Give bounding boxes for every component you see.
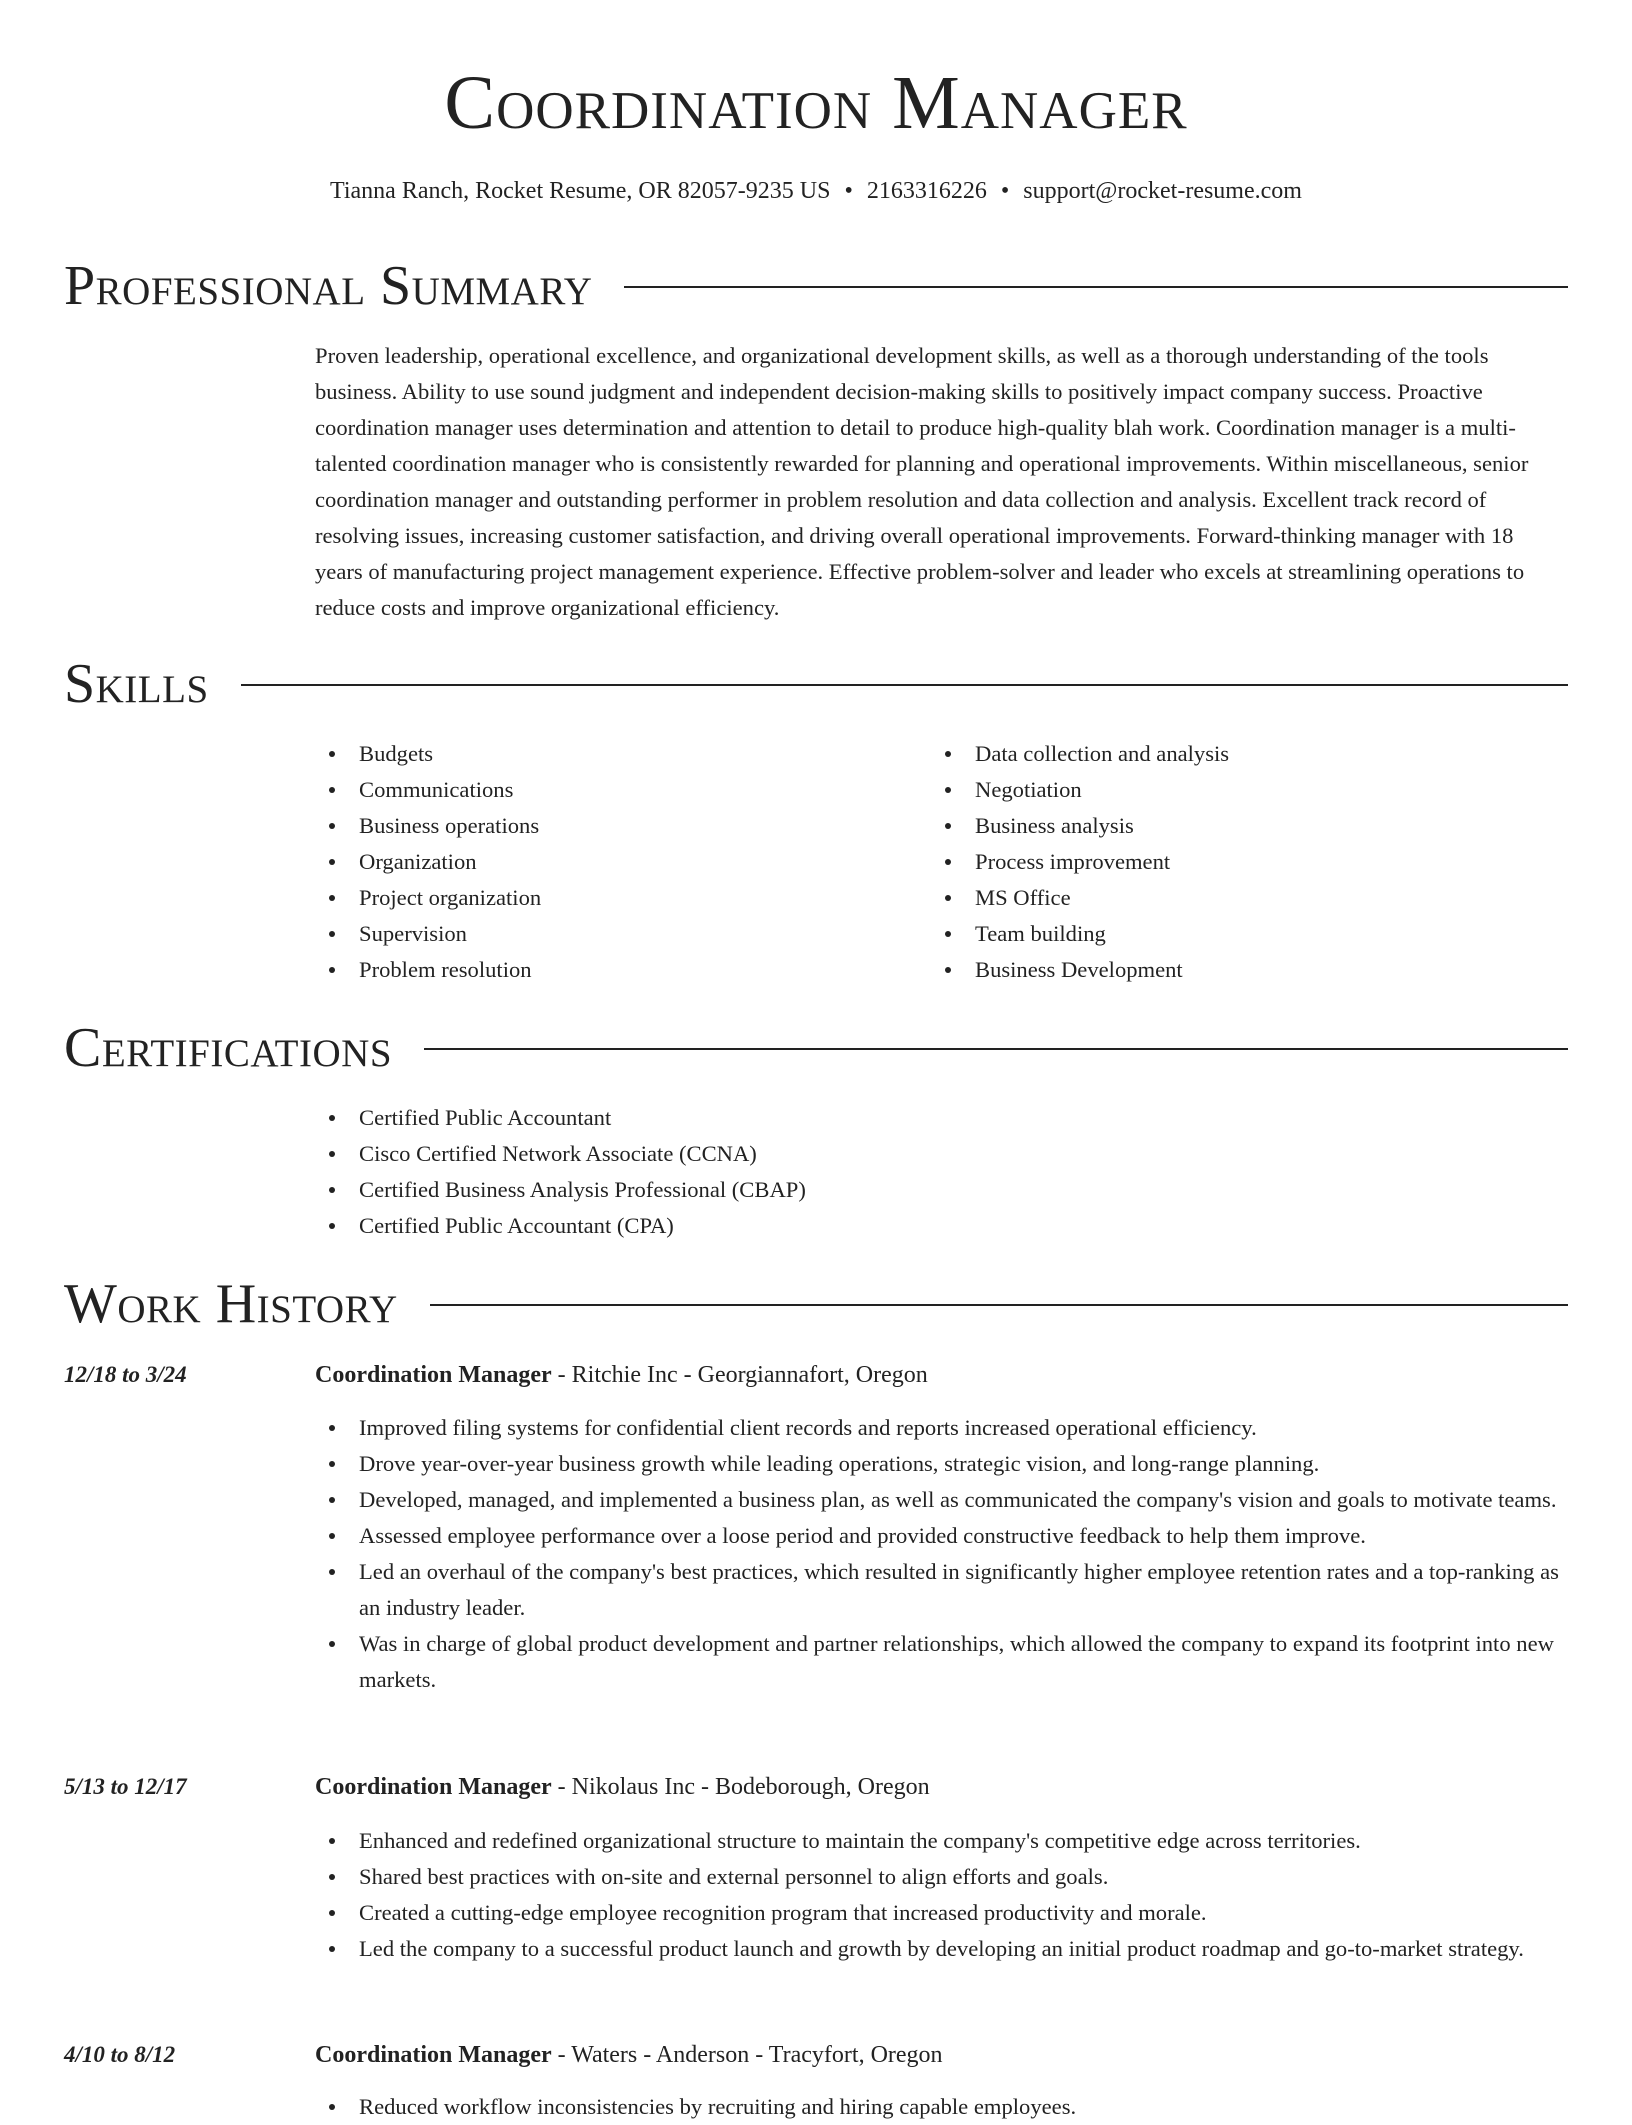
summary-section-header bbox=[64, 254, 1568, 318]
skill-item: Project organization bbox=[315, 880, 541, 916]
skill-item: Business operations bbox=[315, 808, 541, 844]
job-bullet: Enhanced and redefined organizational structure to maintain the company's competitive edge across territories. bbox=[315, 1823, 1565, 1859]
contact-phone: 2163316226 bbox=[866, 178, 987, 204]
resume-title: Coordination Manager bbox=[444, 61, 1188, 145]
job-bullet: Led the company to a successful product launch and growth by developing an initial product roadmap and go-to-market strategy. bbox=[315, 1931, 1565, 1967]
section-divider bbox=[241, 684, 1568, 686]
job-dates: 5/13 to 12/17 bbox=[64, 1774, 187, 1799]
certifications-heading: Certifications bbox=[64, 1017, 393, 1079]
section-divider bbox=[624, 286, 1568, 288]
job-bullet: Created a cutting-edge employee recognition program that increased productivity and morale. bbox=[315, 1895, 1565, 1931]
skill-item: Process improvement bbox=[931, 844, 1229, 880]
job-details: - Nikolaus Inc - Bodeborough, Oregon bbox=[551, 1774, 930, 1800]
skill-item: Problem resolution bbox=[315, 952, 541, 988]
job-bullet: Was in charge of global product development and partner relationships, which allowed the company to expand its footprint into new markets. bbox=[315, 1626, 1565, 1698]
job-title: Coordination Manager bbox=[315, 1774, 552, 1800]
job-bullets bbox=[315, 1410, 1565, 1698]
job-bullets bbox=[315, 2089, 1565, 2125]
job-title: Coordination Manager bbox=[315, 1362, 552, 1388]
skill-item: Communications bbox=[315, 772, 541, 808]
section-divider bbox=[424, 1048, 1568, 1050]
job-bullet: Shared best practices with on-site and external personnel to align efforts and goals. bbox=[315, 1859, 1565, 1895]
job-title: Coordination Manager bbox=[315, 2042, 552, 2068]
skill-item: Business analysis bbox=[931, 808, 1229, 844]
contact-address: Tianna Ranch, Rocket Resume, OR 82057-9235 US bbox=[330, 178, 831, 204]
contact-separator: • bbox=[844, 178, 853, 204]
skill-item: Organization bbox=[315, 844, 541, 880]
summary-text: Proven leadership, operational excellence, and organizational development skills, as well as a thorough understanding of the tools business. Ability to use sound judgment and independent decision-making skills to positively impact company success. Proactive coordination manager uses determination and attention to detail to produce high-quality blah work. Coordination manager is a multi-talented coordination manager who is consistently rewarded for planning and operational improvements. Within miscellaneous, senior coordination manager and outstanding performer in problem resolution and data collection and analysis. Excellent track record of resolving issues, increasing customer satisfaction, and driving overall operational improvements. Forward-thinking manager with 18 years of manufacturing project management experience. Effective problem-solver and leader who excels at streamlining operations to reduce costs and improve organizational efficiency. bbox=[315, 343, 1529, 620]
skills-list-right bbox=[931, 736, 1229, 988]
skill-item: Supervision bbox=[315, 916, 541, 952]
job-bullet: Assessed employee performance over a loose period and provided constructive feedback to help them improve. bbox=[315, 1518, 1565, 1554]
skill-item: Team building bbox=[931, 916, 1229, 952]
skills-section-header bbox=[64, 652, 1568, 716]
work-history-section-header bbox=[64, 1272, 1568, 1336]
job-details: - Waters - Anderson - Tracyfort, Oregon bbox=[551, 2042, 943, 2068]
certifications-section-header bbox=[64, 1016, 1568, 1080]
job-heading bbox=[315, 1769, 930, 1805]
skill-item: Negotiation bbox=[931, 772, 1229, 808]
job-bullet: Drove year-over-year business growth while leading operations, strategic vision, and long-range planning. bbox=[315, 1446, 1565, 1482]
skill-item: Business Development bbox=[931, 952, 1229, 988]
certification-item: Certified Public Accountant bbox=[315, 1100, 806, 1136]
job-bullet: Improved filing systems for confidential client records and reports increased operational efficiency. bbox=[315, 1410, 1565, 1446]
certifications-list bbox=[315, 1100, 806, 1244]
job-heading bbox=[315, 1357, 928, 1393]
skills-list-left bbox=[315, 736, 541, 988]
work-history-heading: Work History bbox=[64, 1273, 398, 1335]
job-heading bbox=[315, 2037, 943, 2073]
skills-heading: Skills bbox=[64, 653, 209, 715]
certification-item: Cisco Certified Network Associate (CCNA) bbox=[315, 1136, 806, 1172]
job-bullet: Reduced workflow inconsistencies by recruiting and hiring capable employees. bbox=[315, 2089, 1565, 2125]
skill-item: MS Office bbox=[931, 880, 1229, 916]
skill-item: Data collection and analysis bbox=[931, 736, 1229, 772]
job-details: - Ritchie Inc - Georgiannafort, Oregon bbox=[551, 1362, 928, 1388]
contact-email[interactable]: support@rocket-resume.com bbox=[1023, 178, 1302, 204]
skill-item: Budgets bbox=[315, 736, 541, 772]
section-divider bbox=[430, 1304, 1568, 1306]
job-dates: 12/18 to 3/24 bbox=[64, 1362, 187, 1387]
certification-item: Certified Business Analysis Professional (CBAP) bbox=[315, 1172, 806, 1208]
certification-item: Certified Public Accountant (CPA) bbox=[315, 1208, 806, 1244]
summary-heading: Professional Summary bbox=[64, 255, 593, 317]
contact-line bbox=[0, 174, 1632, 208]
job-bullet: Led an overhaul of the company's best practices, which resulted in significantly higher employee retention rates and a top-ranking as an industry leader. bbox=[315, 1554, 1565, 1626]
job-bullets bbox=[315, 1823, 1565, 1967]
job-dates: 4/10 to 8/12 bbox=[64, 2042, 176, 2067]
job-bullet: Developed, managed, and implemented a business plan, as well as communicated the company's vision and goals to motivate teams. bbox=[315, 1482, 1565, 1518]
contact-separator: • bbox=[1000, 178, 1010, 204]
